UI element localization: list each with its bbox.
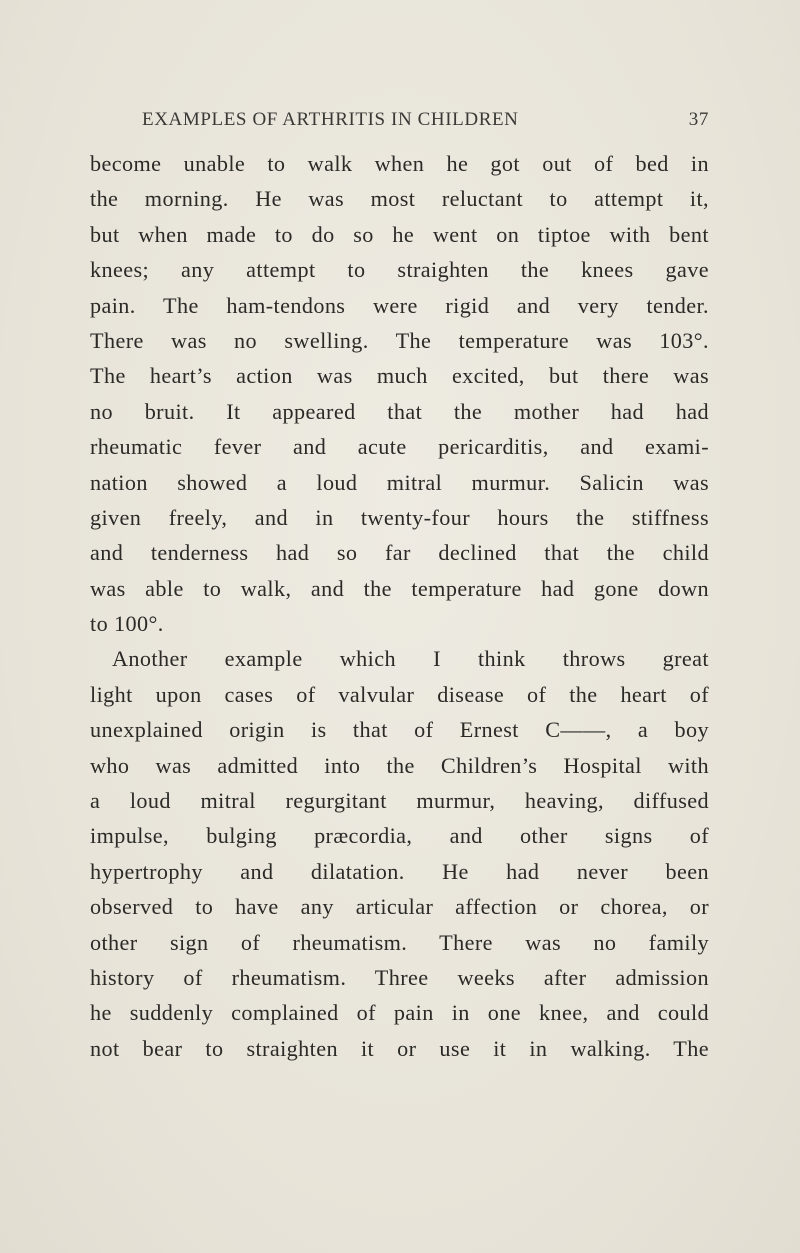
text-line: The heart’s action was much excited, but there was xyxy=(90,363,709,389)
text-line: to 100°. xyxy=(90,611,164,637)
text-line: impulse, bulging præcordia, and other signs of xyxy=(90,823,709,849)
body-text xyxy=(90,146,709,1066)
text-line: observed to have any articular affection or chorea, or xyxy=(90,894,709,920)
text-line: a loud mitral regurgitant murmur, heaving, diffused xyxy=(90,788,709,814)
page-number: 37 xyxy=(688,109,709,130)
text-line: rheumatic fever and acute pericarditis, and exami- xyxy=(90,434,709,460)
text-line: the morning. He was most reluctant to attempt it, xyxy=(90,186,709,212)
text-line: nation showed a loud mitral murmur. Salicin was xyxy=(90,469,709,495)
text-line: no bruit. It appeared that the mother had had xyxy=(90,398,709,424)
text-line: was able to walk, and the temperature had gone down xyxy=(90,575,709,601)
text-line: given freely, and in twenty-four hours the stiffness xyxy=(90,504,709,530)
text-line: he suddenly complained of pain in one knee, and could xyxy=(90,1000,709,1026)
text-line: Another example which I think throws great xyxy=(112,646,709,672)
text-line: knees; any attempt to straighten the knees gave xyxy=(90,257,709,283)
text-line: and tenderness had so far declined that the child xyxy=(90,540,709,566)
text-line: become unable to walk when he got out of bed in xyxy=(90,151,709,176)
text-line: history of rheumatism. Three weeks after admission xyxy=(90,964,709,990)
text-line: not bear to straighten it or use it in walking. The xyxy=(90,1035,709,1061)
text-line: light upon cases of valvular disease of the heart of xyxy=(90,681,709,707)
text-line: but when made to do so he went on tiptoe with bent xyxy=(90,221,709,247)
running-head xyxy=(90,105,709,135)
text-line: There was no swelling. The temperature was 103°. xyxy=(90,327,709,353)
text-line: pain. The ham-tendons were rigid and very tender. xyxy=(90,292,709,318)
text-line: other sign of rheumatism. There was no family xyxy=(90,929,709,955)
running-title: EXAMPLES OF ARTHRITIS IN CHILDREN xyxy=(142,109,519,130)
text-line: who was admitted into the Children’s Hospital with xyxy=(90,752,709,778)
text-line: unexplained origin is that of Ernest C——, a boy xyxy=(90,717,709,743)
text-line: hypertrophy and dilatation. He had never been xyxy=(90,858,709,884)
